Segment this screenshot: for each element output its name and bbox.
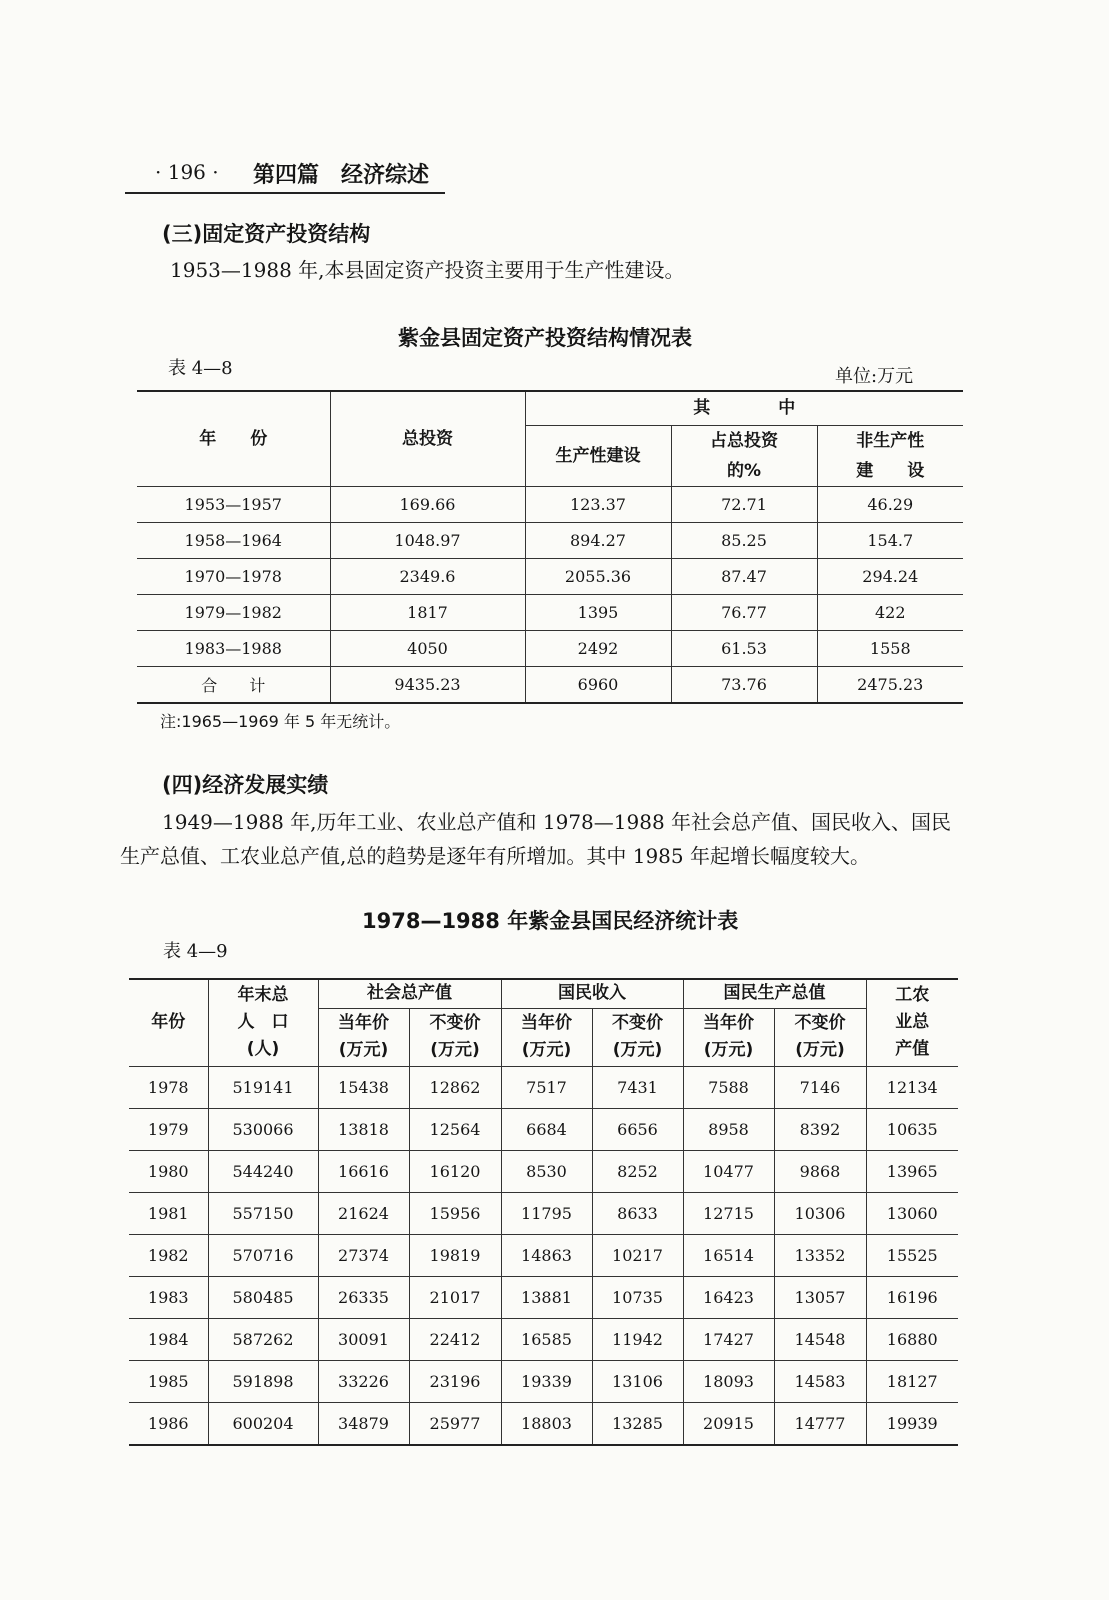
col-header-constant-price <box>592 1008 683 1066</box>
table-cell: 12715 <box>683 1192 774 1234</box>
table-cell: 85.25 <box>671 522 817 558</box>
col-header-agri-industry <box>866 979 958 1066</box>
table-cell: 76.77 <box>671 594 817 630</box>
col-header-total: 总投资 <box>330 391 525 486</box>
table-cell: 18803 <box>501 1402 592 1445</box>
table-cell: 27374 <box>318 1234 409 1276</box>
table-cell: 169.66 <box>330 486 525 522</box>
table-cell: 580485 <box>208 1276 318 1318</box>
table-cell: 1958—1964 <box>137 522 330 558</box>
col-header-price-type: 当年价 <box>521 1013 572 1033</box>
table-cell: 1980 <box>129 1150 208 1192</box>
table-row <box>137 594 963 630</box>
col-header-unit: (万元) <box>703 1040 754 1060</box>
col-header-price-type: 不变价 <box>794 1013 846 1033</box>
investment-structure-table <box>137 390 963 704</box>
table-cell: 72.71 <box>671 486 817 522</box>
table-cell: 19939 <box>866 1402 958 1445</box>
table-label-2: 表 4—9 <box>163 941 228 962</box>
table-cell: 13352 <box>774 1234 866 1276</box>
col-header-unit: (万元) <box>521 1040 572 1060</box>
col-header-unit: (万元) <box>430 1040 480 1060</box>
col-header-social-output: 社会总产值 <box>318 979 501 1008</box>
table-cell: 1983 <box>129 1276 208 1318</box>
col-header-population <box>208 979 318 1066</box>
table-cell: 530066 <box>208 1108 318 1150</box>
section-text-4-line1: 1949—1988 年,历年工业、农业总产值和 1978—1988 年社会总产值、国民收入、国民 <box>162 810 952 834</box>
table-cell: 19339 <box>501 1360 592 1402</box>
table-cell: 2492 <box>525 630 671 666</box>
table-cell: 16196 <box>866 1276 958 1318</box>
table-cell: 123.37 <box>525 486 671 522</box>
col-header-share-line1: 占总投资 <box>710 430 778 451</box>
table-cell: 13060 <box>866 1192 958 1234</box>
table-cell: 34879 <box>318 1402 409 1445</box>
table-cell: 8530 <box>501 1150 592 1192</box>
section-heading-4: (四)经济发展实绩 <box>162 773 329 797</box>
col-header-current-price <box>318 1008 409 1066</box>
table-row <box>137 666 963 703</box>
col-header-share-line2: 的% <box>726 460 762 481</box>
table-cell: 9868 <box>774 1150 866 1192</box>
table-cell: 7431 <box>592 1066 683 1108</box>
col-header-group: 其 中 <box>525 391 963 425</box>
table-cell: 13965 <box>866 1150 958 1192</box>
table-row <box>129 1360 958 1402</box>
table-cell: 25977 <box>409 1402 501 1445</box>
table-cell: 1048.97 <box>330 522 525 558</box>
table-cell: 7146 <box>774 1066 866 1108</box>
table-cell: 15525 <box>866 1234 958 1276</box>
table-cell: 1982 <box>129 1234 208 1276</box>
table-cell: 1985 <box>129 1360 208 1402</box>
col-header-national-income: 国民收入 <box>501 979 683 1008</box>
table-cell: 10217 <box>592 1234 683 1276</box>
table-cell: 6960 <box>525 666 671 703</box>
table-cell: 422 <box>817 594 963 630</box>
table-cell: 294.24 <box>817 558 963 594</box>
col-header-constant-price <box>409 1008 501 1066</box>
table-cell: 87.47 <box>671 558 817 594</box>
table-cell: 13881 <box>501 1276 592 1318</box>
table-cell: 154.7 <box>817 522 963 558</box>
col-header-gnp: 国民生产总值 <box>683 979 866 1008</box>
table-cell: 18093 <box>683 1360 774 1402</box>
table-cell: 11795 <box>501 1192 592 1234</box>
table-cell: 2055.36 <box>525 558 671 594</box>
table-cell: 26335 <box>318 1276 409 1318</box>
table-cell: 10306 <box>774 1192 866 1234</box>
table-cell: 16514 <box>683 1234 774 1276</box>
col-header-price-type: 当年价 <box>338 1013 389 1033</box>
col-header-nonproductive-line1: 非生产性 <box>856 430 925 451</box>
page-number: · 196 · <box>155 160 219 184</box>
chapter-title: 第四篇 经济综述 <box>253 163 430 188</box>
table-cell: 12564 <box>409 1108 501 1150</box>
table-cell: 570716 <box>208 1234 318 1276</box>
table-cell: 894.27 <box>525 522 671 558</box>
table-cell: 7517 <box>501 1066 592 1108</box>
table-cell: 73.76 <box>671 666 817 703</box>
section-heading-3: (三)固定资产投资结构 <box>162 222 371 246</box>
table-row <box>129 1192 958 1234</box>
table-cell: 12134 <box>866 1066 958 1108</box>
table-cell: 17427 <box>683 1318 774 1360</box>
table-cell: 9435.23 <box>330 666 525 703</box>
table-cell: 14583 <box>774 1360 866 1402</box>
table-cell: 1395 <box>525 594 671 630</box>
col-header-nonproductive-line2: 建 设 <box>856 460 925 481</box>
table-row <box>129 1276 958 1318</box>
col-header-price-type: 当年价 <box>703 1013 754 1033</box>
table-row <box>129 1318 958 1360</box>
table-cell: 18127 <box>866 1360 958 1402</box>
col-header-year: 年份 <box>129 979 208 1066</box>
table-cell: 13285 <box>592 1402 683 1445</box>
table-cell: 8958 <box>683 1108 774 1150</box>
table-cell: 8252 <box>592 1150 683 1192</box>
table-cell: 519141 <box>208 1066 318 1108</box>
table-cell: 11942 <box>592 1318 683 1360</box>
table-cell: 1986 <box>129 1402 208 1445</box>
table-cell: 20915 <box>683 1402 774 1445</box>
table-cell: 14777 <box>774 1402 866 1445</box>
table-cell: 46.29 <box>817 486 963 522</box>
col-header-nonproductive <box>817 425 963 486</box>
col-header-population-line1: 年末总 <box>237 985 289 1006</box>
table-cell: 6656 <box>592 1108 683 1150</box>
table-cell: 21624 <box>318 1192 409 1234</box>
col-header-current-price <box>683 1008 774 1066</box>
table-cell: 合 计 <box>137 666 330 703</box>
table-cell: 10635 <box>866 1108 958 1150</box>
table-cell: 23196 <box>409 1360 501 1402</box>
table-row <box>129 1150 958 1192</box>
table-cell: 1983—1988 <box>137 630 330 666</box>
table-cell: 61.53 <box>671 630 817 666</box>
running-header <box>125 158 445 194</box>
table-row <box>129 1402 958 1445</box>
table-cell: 16120 <box>409 1150 501 1192</box>
table-cell: 13818 <box>318 1108 409 1150</box>
table-cell: 1817 <box>330 594 525 630</box>
table-label-1: 表 4—8 <box>168 358 233 379</box>
table-cell: 591898 <box>208 1360 318 1402</box>
table-row <box>137 630 963 666</box>
table-cell: 587262 <box>208 1318 318 1360</box>
col-header-price-type: 不变价 <box>429 1013 481 1033</box>
table-cell: 1979 <box>129 1108 208 1150</box>
table-cell: 1984 <box>129 1318 208 1360</box>
table-cell: 8633 <box>592 1192 683 1234</box>
table-title-2: 1978—1988 年紫金县国民经济统计表 <box>362 909 739 933</box>
table-cell: 544240 <box>208 1150 318 1192</box>
table-row <box>129 1108 958 1150</box>
table-cell: 10477 <box>683 1150 774 1192</box>
col-header-agri-line2: 业总 <box>895 1012 930 1033</box>
table-cell: 8392 <box>774 1108 866 1150</box>
table-row <box>137 486 963 522</box>
table-cell: 6684 <box>501 1108 592 1150</box>
table-cell: 2349.6 <box>330 558 525 594</box>
col-header-population-line2: 人 口 <box>237 1012 289 1033</box>
table-cell: 600204 <box>208 1402 318 1445</box>
table-cell: 19819 <box>409 1234 501 1276</box>
table-unit-1: 单位:万元 <box>835 366 914 387</box>
table-cell: 16880 <box>866 1318 958 1360</box>
col-header-price-type: 不变价 <box>612 1013 663 1033</box>
table-cell: 33226 <box>318 1360 409 1402</box>
table-cell: 7588 <box>683 1066 774 1108</box>
table-cell: 13057 <box>774 1276 866 1318</box>
table-cell: 1979—1982 <box>137 594 330 630</box>
table-cell: 16423 <box>683 1276 774 1318</box>
col-header-constant-price <box>774 1008 866 1066</box>
table-cell: 1978 <box>129 1066 208 1108</box>
table-cell: 4050 <box>330 630 525 666</box>
table-cell: 1981 <box>129 1192 208 1234</box>
col-header-unit: (万元) <box>795 1040 845 1060</box>
table-row <box>129 1234 958 1276</box>
table-cell: 22412 <box>409 1318 501 1360</box>
col-header-current-price <box>501 1008 592 1066</box>
table-cell: 16616 <box>318 1150 409 1192</box>
table-cell: 1970—1978 <box>137 558 330 594</box>
table-cell: 12862 <box>409 1066 501 1108</box>
col-header-share <box>671 425 817 486</box>
table-cell: 15956 <box>409 1192 501 1234</box>
table-cell: 21017 <box>409 1276 501 1318</box>
table-cell: 1953—1957 <box>137 486 330 522</box>
national-economy-table <box>129 978 958 1446</box>
col-header-unit: (万元) <box>338 1040 389 1060</box>
col-header-agri-line1: 工农 <box>895 985 930 1006</box>
table-cell: 16585 <box>501 1318 592 1360</box>
table-cell: 14863 <box>501 1234 592 1276</box>
table-note-1: 注:1965—1969 年 5 年无统计。 <box>160 712 401 731</box>
table-cell: 557150 <box>208 1192 318 1234</box>
col-header-productive: 生产性建设 <box>525 425 671 486</box>
table-title-1: 紫金县固定资产投资结构情况表 <box>398 326 692 350</box>
section-text-3: 1953—1988 年,本县固定资产投资主要用于生产性建设。 <box>170 258 685 282</box>
table-cell: 2475.23 <box>817 666 963 703</box>
table-row <box>137 522 963 558</box>
col-header-year: 年 份 <box>137 391 330 486</box>
table-cell: 15438 <box>318 1066 409 1108</box>
table-cell: 14548 <box>774 1318 866 1360</box>
col-header-population-line3: (人) <box>246 1039 280 1060</box>
col-header-agri-line3: 产值 <box>895 1039 930 1060</box>
section-text-4-line2: 生产总值、工农业总产值,总的趋势是逐年有所增加。其中 1985 年起增长幅度较大。 <box>120 844 870 868</box>
table-cell: 13106 <box>592 1360 683 1402</box>
col-header-unit: (万元) <box>612 1040 663 1060</box>
table-row <box>137 558 963 594</box>
table-cell: 30091 <box>318 1318 409 1360</box>
table-cell: 1558 <box>817 630 963 666</box>
table-cell: 10735 <box>592 1276 683 1318</box>
table-row <box>129 1066 958 1108</box>
